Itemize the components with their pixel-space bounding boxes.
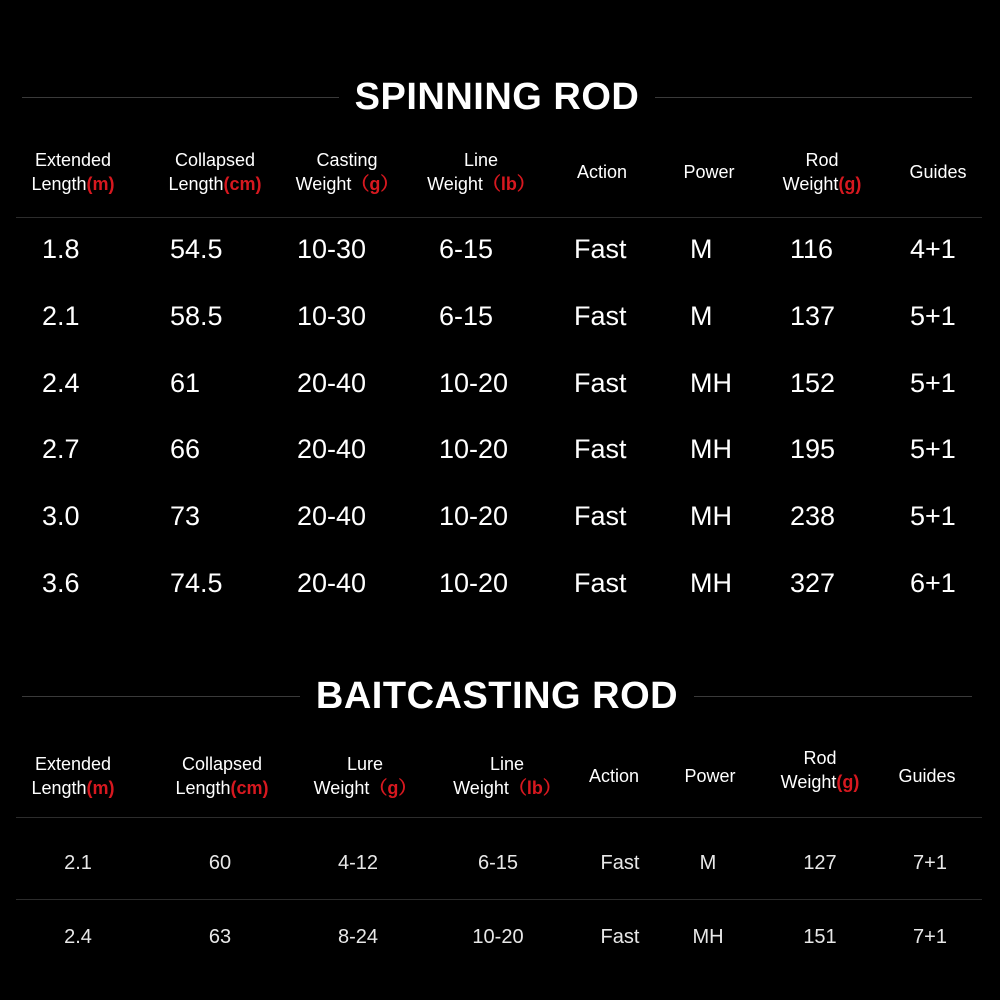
header-line-2: [282, 172, 412, 196]
table-cell: M: [690, 301, 713, 331]
table-cell: 4+1: [910, 234, 956, 264]
column-header: [150, 148, 280, 196]
header-line-1: Guides: [909, 162, 967, 182]
table-cell: 60: [208, 852, 232, 874]
header-line-2: [762, 172, 882, 196]
header-line-1: Rod: [805, 150, 839, 170]
header-line-2: [760, 770, 880, 794]
header-unit: (m): [86, 174, 115, 194]
table-cell: Fast: [574, 301, 627, 331]
table-cell: 2.7: [42, 434, 80, 464]
header-unit: （lb）: [508, 778, 561, 798]
header-unit: (g): [836, 772, 860, 792]
table-cell: 6-15: [439, 234, 494, 264]
column-header: [762, 148, 882, 196]
table-cell: Fast: [574, 568, 627, 598]
column-header: [282, 148, 412, 196]
header-unit: (m): [86, 778, 115, 798]
header-label: Weight: [782, 174, 839, 194]
table-cell: MH: [692, 926, 724, 948]
column-header: [664, 160, 754, 184]
header-label: Length: [31, 174, 87, 194]
header-line-1: Collapsed: [174, 150, 256, 170]
table-cell: 74.5: [170, 568, 223, 598]
table-cell: 327: [790, 568, 836, 598]
table-cell: M: [690, 234, 713, 264]
header-label: Weight: [295, 174, 352, 194]
column-header: [300, 752, 430, 800]
header-line-1: Collapsed: [181, 754, 263, 774]
column-header: [572, 764, 656, 788]
spinning-title: SPINNING ROD: [354, 76, 640, 118]
table-cell: 10-30: [297, 301, 367, 331]
table-cell: 10-20: [439, 568, 509, 598]
table-cell: 20-40: [297, 434, 367, 464]
column-header: [560, 160, 644, 184]
table-cell: 6+1: [910, 568, 956, 598]
table-cell: 61: [170, 368, 201, 398]
column-header: [890, 160, 986, 184]
table-cell: 10-30: [297, 234, 367, 264]
header-line-2: [152, 776, 292, 800]
table-cell: M: [699, 852, 717, 874]
table-cell: 2.4: [64, 926, 92, 948]
header-line-2: [150, 172, 280, 196]
table-cell: Fast: [600, 852, 640, 874]
header-unit: （g）: [369, 778, 417, 798]
header-line-2: [416, 172, 546, 196]
table-cell: 7+1: [913, 926, 947, 948]
header-label: Length: [175, 778, 231, 798]
table-cell: Fast: [600, 926, 640, 948]
table-cell: 195: [790, 434, 836, 464]
table-cell: 5+1: [910, 434, 956, 464]
table-cell: Fast: [574, 368, 627, 398]
header-unit: （lb）: [482, 174, 535, 194]
column-header: [432, 752, 582, 800]
table-cell: 1.8: [42, 234, 80, 264]
title-rule-right: [694, 696, 972, 697]
table-cell: 8-24: [337, 926, 379, 948]
table-cell: 54.5: [170, 234, 223, 264]
table-cell: 10-20: [439, 501, 509, 531]
header-line-1: Power: [683, 162, 735, 182]
header-unit: （g）: [351, 174, 399, 194]
baitcasting-title-bar: [0, 675, 1000, 718]
table-cell: MH: [690, 368, 732, 398]
table-cell: 7+1: [913, 852, 947, 874]
table-cell: 66: [170, 434, 201, 464]
table-cell: 3.6: [42, 568, 80, 598]
table-cell: 10-20: [439, 434, 509, 464]
header-line-2: [14, 776, 132, 800]
header-line-1: Action: [588, 766, 640, 786]
table-cell: 20-40: [297, 568, 367, 598]
header-label: Weight: [427, 174, 483, 194]
table-cell: 127: [803, 852, 837, 874]
baitcasting-row-divider: [16, 899, 982, 900]
table-cell: 238: [790, 501, 836, 531]
table-cell: 152: [790, 368, 836, 398]
table-cell: MH: [690, 501, 732, 531]
table-cell: MH: [690, 568, 732, 598]
table-cell: 5+1: [910, 501, 956, 531]
header-label: Weight: [453, 778, 509, 798]
table-cell: Fast: [574, 234, 627, 264]
table-cell: 5+1: [910, 368, 956, 398]
table-cell: 4-12: [337, 852, 379, 874]
header-line-1: Extended: [34, 150, 112, 170]
table-cell: 6-15: [439, 301, 494, 331]
header-line-1: Rod: [803, 748, 837, 768]
table-cell: 58.5: [170, 301, 223, 331]
header-label: Weight: [313, 778, 370, 798]
table-cell: 3.0: [42, 501, 80, 531]
table-cell: 10-20: [439, 368, 509, 398]
header-line-1: Guides: [898, 766, 956, 786]
table-cell: 2.1: [64, 852, 92, 874]
header-label: Length: [31, 778, 87, 798]
header-label: Length: [168, 174, 224, 194]
table-cell: 63: [208, 926, 232, 948]
table-cell: 2.4: [42, 368, 80, 398]
header-line-2: [300, 776, 430, 800]
header-unit: (cm): [223, 174, 262, 194]
header-unit: (cm): [230, 778, 269, 798]
header-line-1: Extended: [34, 754, 112, 774]
baitcasting-title: BAITCASTING ROD: [315, 675, 679, 717]
column-header: [880, 764, 974, 788]
table-cell: 2.1: [42, 301, 80, 331]
table-cell: 116: [790, 234, 834, 264]
column-header: [416, 148, 546, 196]
header-line-2: [18, 172, 128, 196]
header-line-1: Power: [684, 766, 736, 786]
table-cell: 151: [803, 926, 837, 948]
header-label: Weight: [780, 772, 837, 792]
table-cell: Fast: [574, 434, 627, 464]
table-cell: 20-40: [297, 368, 367, 398]
table-cell: 20-40: [297, 501, 367, 531]
header-line-1: Action: [576, 162, 628, 182]
header-line-1: Casting: [316, 150, 378, 170]
column-header: [14, 752, 132, 800]
column-header: [18, 148, 128, 196]
table-cell: Fast: [574, 501, 627, 531]
baitcasting-header-divider: [16, 817, 982, 818]
column-header: [152, 752, 292, 800]
table-cell: 137: [790, 301, 836, 331]
title-rule-right: [655, 97, 972, 98]
title-rule-left: [22, 696, 300, 697]
header-unit: (g): [838, 174, 862, 194]
table-cell: 6-15: [477, 852, 519, 874]
spinning-header-divider: [16, 217, 982, 218]
header-line-1: Lure: [346, 754, 384, 774]
spinning-title-bar: [0, 76, 1000, 119]
table-cell: MH: [690, 434, 732, 464]
column-header: [668, 764, 752, 788]
title-rule-left: [22, 97, 339, 98]
table-cell: 5+1: [910, 301, 956, 331]
header-line-1: Line: [489, 754, 525, 774]
table-cell: 73: [170, 501, 201, 531]
header-line-1: Line: [463, 150, 499, 170]
column-header: [760, 746, 880, 794]
table-cell: 10-20: [472, 926, 524, 948]
header-line-2: [432, 776, 582, 800]
